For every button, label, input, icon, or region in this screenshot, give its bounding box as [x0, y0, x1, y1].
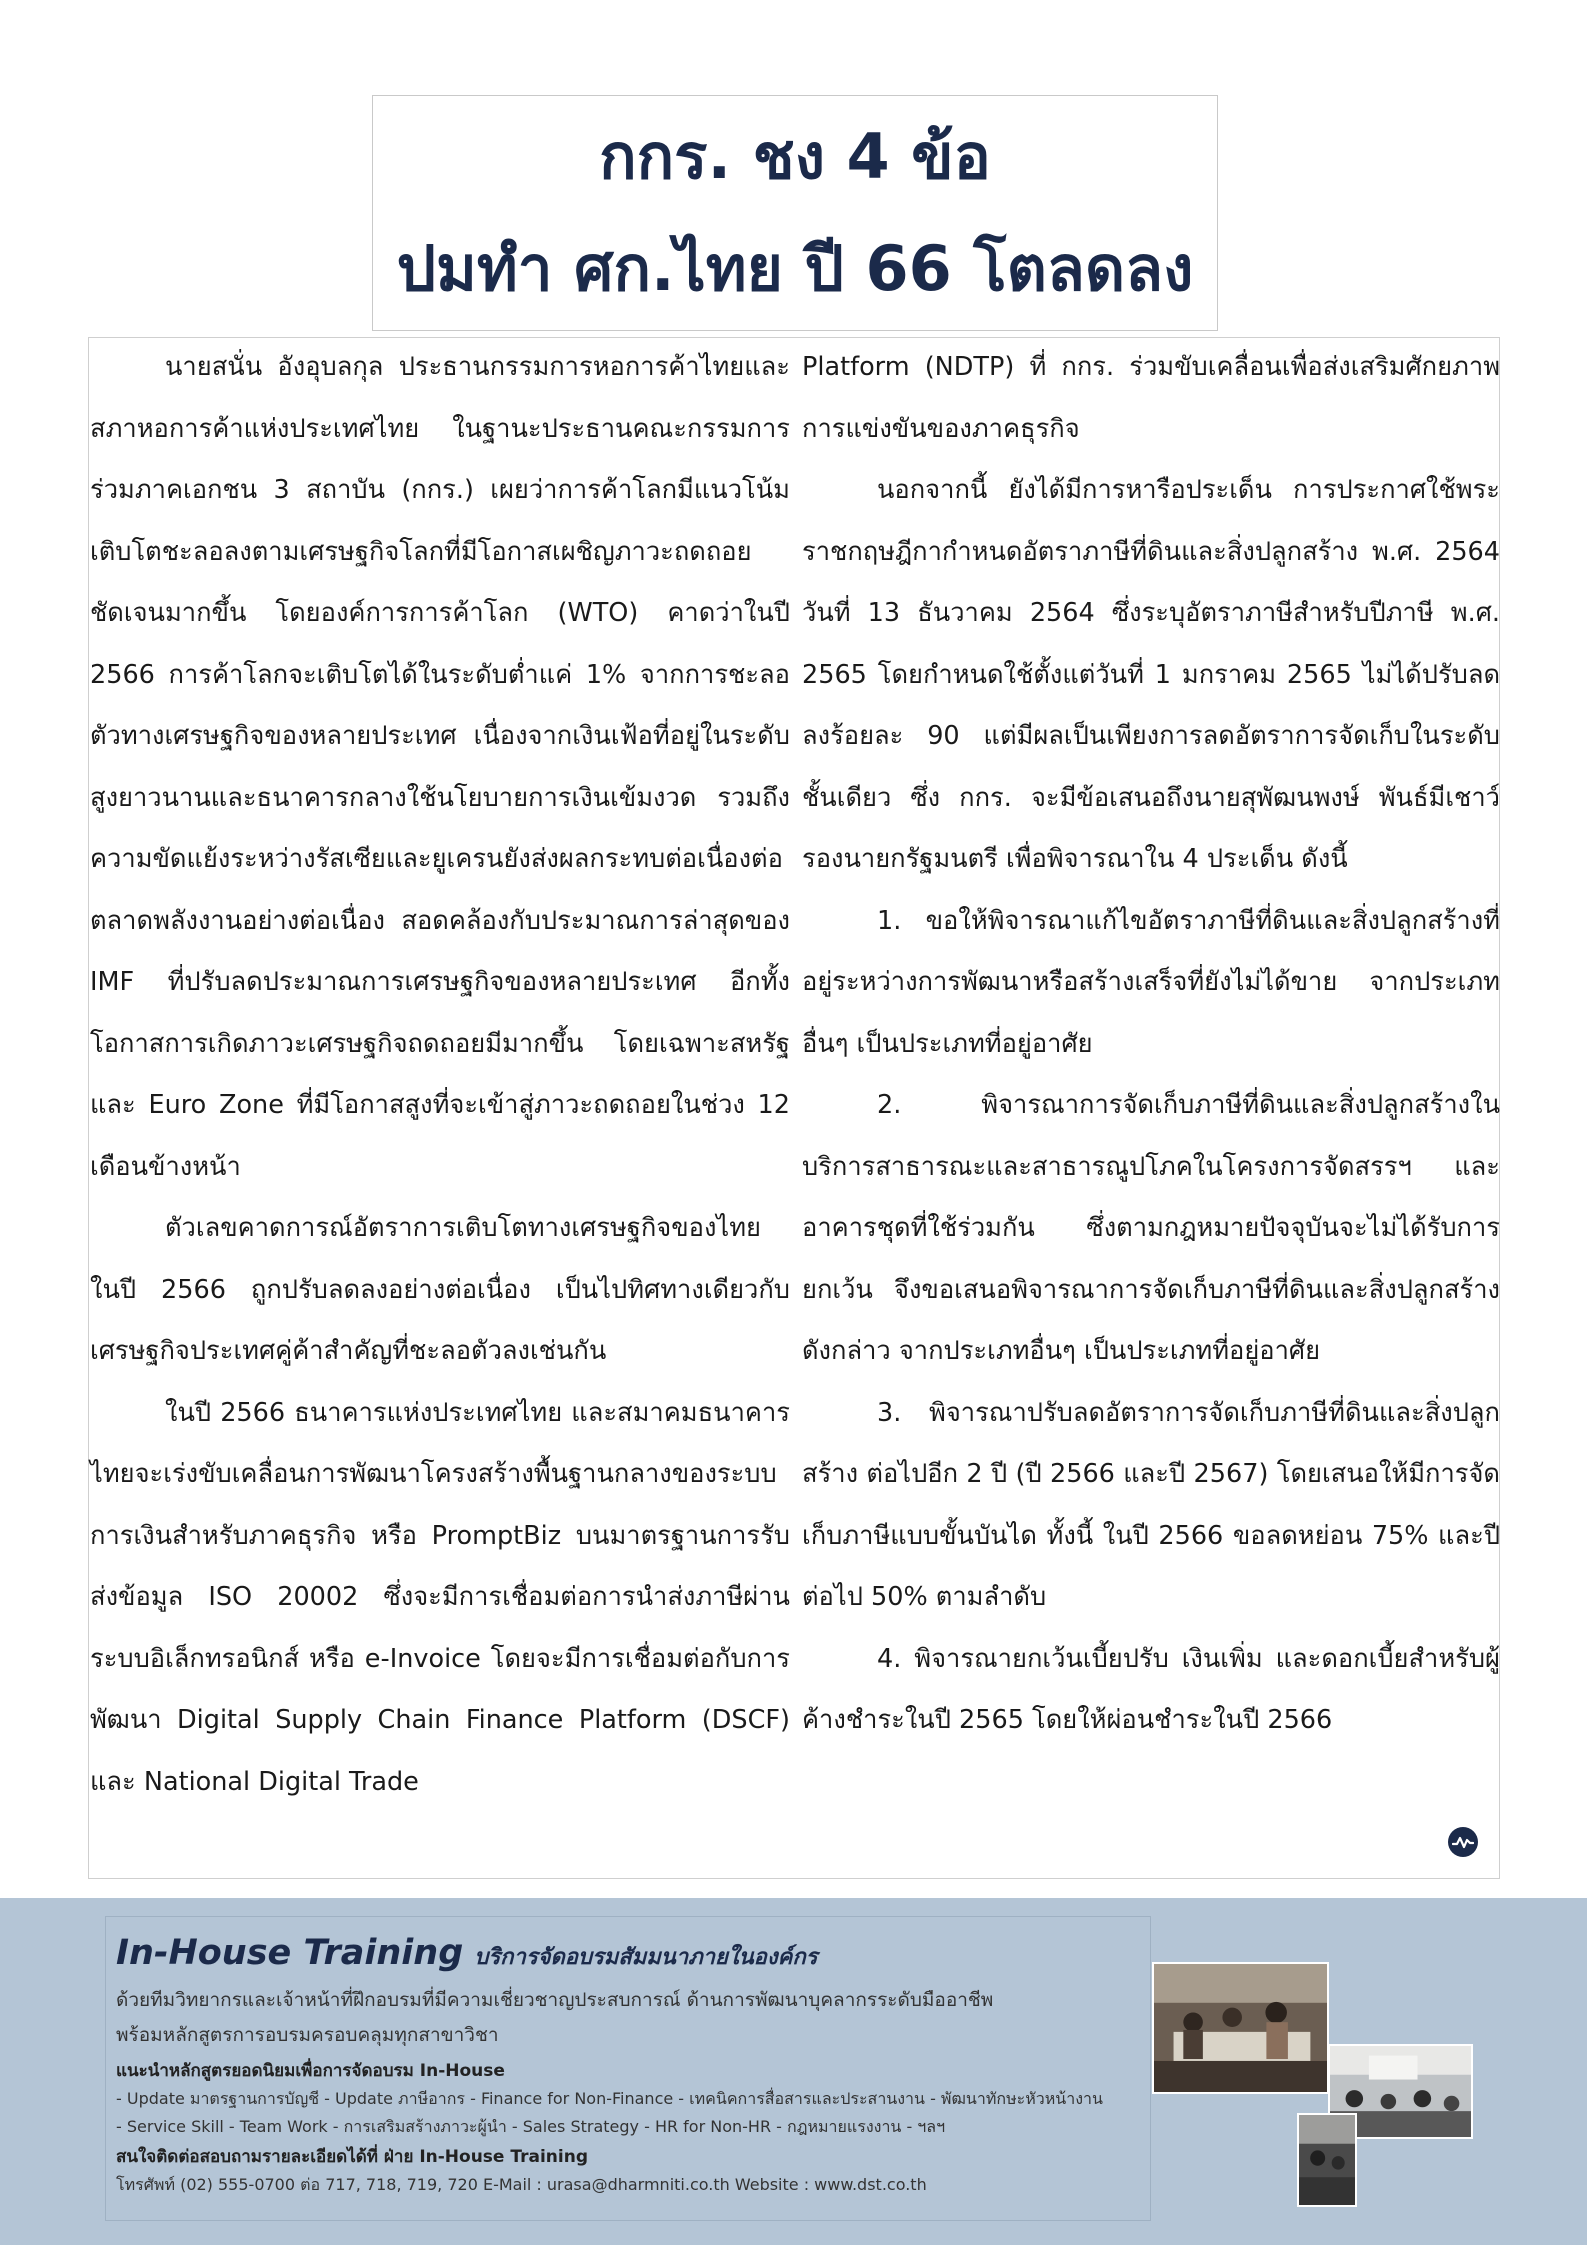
advertisement-box	[105, 1916, 1151, 2221]
ad-heading	[116, 1933, 817, 1974]
advertisement-footer	[0, 1898, 1587, 2245]
ad-line: พร้อมหลักสูตรการอบรมครอบคลุมทุกสาขาวิชา	[116, 2024, 499, 2046]
headline-line-1: กกร. ชง 4 ข้อ	[599, 120, 991, 193]
headline-box	[372, 95, 1218, 331]
training-photo	[1152, 1962, 1329, 2094]
paragraph: นอกจากนี้ ยังได้มีการหารือประเด็น การประกาศใช้พระราชกฤษฎีกากำหนดอัตราภาษีที่ดินและสิ่งปลูกสร้าง พ.ศ. 2564 วันที่ 13 ธันวาคม 2564 ซึ่งระบุอัตราภาษีสำหรับปีภาษี พ.ศ. 2565 โดยกำหนดใช้ตั้งแต่วันที่ 1 มกราคม 2565 ไม่ได้ปรับลดลงร้อยละ 90 แต่มีผลเป็นเพียงการลดอัตราการจัดเก็บในระดับชั้นเดียว ซึ่ง กกร. จะมีข้อเสนอถึงนายสุพัฒนพงษ์ พันธ์มีเชาว์ รองนายกรัฐมนตรี เพื่อพิจารณาใน 4 ประเด็น ดังนี้	[802, 475, 1500, 874]
training-photo	[1297, 2113, 1357, 2207]
article-end-icon	[1448, 1827, 1478, 1857]
proposal-item-4: 4. พิจารณายกเว้นเบี้ยปรับ เงินเพิ่ม และดอกเบี้ยสำหรับผู้ค้างชำระในปี 2565 โดยให้ผ่อนชำระในปี 2566	[802, 1643, 1500, 1735]
article-left-column	[90, 337, 790, 1879]
ad-contact-details: โทรศัพท์ (02) 555-0700 ต่อ 717, 718, 719, 720 E-Mail : urasa@dharmniti.co.th Website : www.dst.co.th	[116, 2175, 927, 2194]
headline-line-2: ปมทำ ศก.ไทย ปี 66 โตลดลง	[396, 232, 1194, 305]
ad-contact-heading: สนใจติดต่อสอบถามรายละเอียดได้ที่ ฝ่าย In-House Training	[116, 2147, 588, 2167]
ad-subtitle: บริการจัดอบรมสัมมนาภายในองค์กร	[474, 1945, 818, 1970]
paragraph: Platform (NDTP) ที่ กกร. ร่วมขับเคลื่อนเพื่อส่งเสริมศักยภาพการแข่งขันของภาคธุรกิจ	[802, 352, 1500, 444]
proposal-item-1: 1. ขอให้พิจารณาแก้ไขอัตราภาษีที่ดินและสิ่งปลูกสร้างที่อยู่ระหว่างการพัฒนาหรือสร้างเสร็จที่ยังไม่ได้ขาย จากประเภทอื่นๆ เป็นประเภทที่อยู่อาศัย	[802, 905, 1500, 1059]
ad-line: ด้วยทีมวิทยากรและเจ้าหน้าที่ฝึกอบรมที่มีความเชี่ยวชาญประสบการณ์ ด้านการพัฒนาบุคลากรระดับมืออาชีพ	[116, 1989, 994, 2011]
paragraph: ในปี 2566 ธนาคารแห่งประเทศไทย และสมาคมธนาคารไทยจะเร่งขับเคลื่อนการพัฒนาโครงสร้างพื้นฐานกลางของระบบการเงินสำหรับภาคธุรกิจ หรือ PromptBiz บนมาตรฐานการรับส่งข้อมูล ISO 20002 ซึ่งจะมีการเชื่อมต่อการนำส่งภาษีผ่านระบบอิเล็กทรอนิกส์ หรือ e-Invoice โดยจะมีการเชื่อมต่อกับการพัฒนา Digital Supply Chain Finance Platform (DSCF) และ National Digital Trade	[90, 1397, 790, 1797]
paragraph: ตัวเลขคาดการณ์อัตราการเติบโตทางเศรษฐกิจของไทยในปี 2566 ถูกปรับลดลงอย่างต่อเนื่อง เป็นไปทิศทางเดียวกับเศรษฐกิจประเทศคู่ค้าสำคัญที่ชะลอตัวลงเช่นกัน	[90, 1213, 790, 1366]
ad-course-list: - Update มาตรฐานการบัญชี - Update ภาษีอากร - Finance for Non-Finance - เทคนิคการสื่อสารและประสานงาน - พัฒนาทักษะหัวหน้างาน	[116, 2089, 1103, 2108]
paragraph: นายสนั่น อังอุบลกุล ประธานกรรมการหอการค้าไทยและสภาหอการค้าแห่งประเทศไทย ในฐานะประธานคณะกรรมการร่วมภาคเอกชน 3 สถาบัน (กกร.) เผยว่าการค้าโลกมีแนวโน้มเติบโตชะลอลงตามเศรษฐกิจโลกที่มีโอกาสเผชิญภาวะถดถอยชัดเจนมากขึ้น โดยองค์การการค้าโลก (WTO) คาดว่าในปี 2566 การค้าโลกจะเติบโตได้ในระดับต่ำแค่ 1% จากการชะลอตัวทางเศรษฐกิจของหลายประเทศ เนื่องจากเงินเฟ้อที่อยู่ในระดับสูงยาวนานและธนาคารกลางใช้นโยบายการเงินเข้มงวด รวมถึงความขัดแย้งระหว่างรัสเซียและยูเครนยังส่งผลกระทบต่อเนื่องต่อตลาดพลังงานอย่างต่อเนื่อง สอดคล้องกับประมาณการล่าสุดของ IMF ที่ปรับลดประมาณการเศรษฐกิจของหลายประเทศ อีกทั้งโอกาสการเกิดภาวะเศรษฐกิจถดถอยมีมากขึ้น โดยเฉพาะสหรัฐและ Euro Zone ที่มีโอกาสสูงที่จะเข้าสู่ภาวะถดถอยในช่วง 12 เดือนข้างหน้า	[90, 352, 790, 1182]
article-right-column	[802, 337, 1500, 1879]
ad-course-list: - Service Skill - Team Work - การเสริมสร้างภาวะผู้นำ - Sales Strategy - HR for Non-HR - กฎหมายแรงงาน - ฯลฯ	[116, 2117, 946, 2136]
proposal-item-2: 2. พิจารณาการจัดเก็บภาษีที่ดินและสิ่งปลูกสร้างในบริการสาธารณะและสาธารณูปโภคในโครงการจัดสรรฯ และอาคารชุดที่ใช้ร่วมกัน ซึ่งตามกฎหมายปัจจุบันจะไม่ได้รับการยกเว้น จึงขอเสนอพิจารณาการจัดเก็บภาษีที่ดินและสิ่งปลูกสร้างดังกล่าว จากประเภทอื่นๆ เป็นประเภทที่อยู่อาศัย	[802, 1090, 1500, 1366]
ad-brand: In-House Training	[116, 1933, 464, 1973]
proposal-item-3: 3. พิจารณาปรับลดอัตราการจัดเก็บภาษีที่ดินและสิ่งปลูกสร้าง ต่อไปอีก 2 ปี (ปี 2566 และปี 2567) โดยเสนอให้มีการจัดเก็บภาษีแบบขั้นบันได ทั้งนี้ ในปี 2566 ขอลดหย่อน 75% และปีต่อไป 50% ตามลำดับ	[802, 1397, 1500, 1612]
ad-course-heading: แนะนำหลักสูตรยอดนิยมเพื่อการจัดอบรม In-House	[116, 2061, 505, 2081]
